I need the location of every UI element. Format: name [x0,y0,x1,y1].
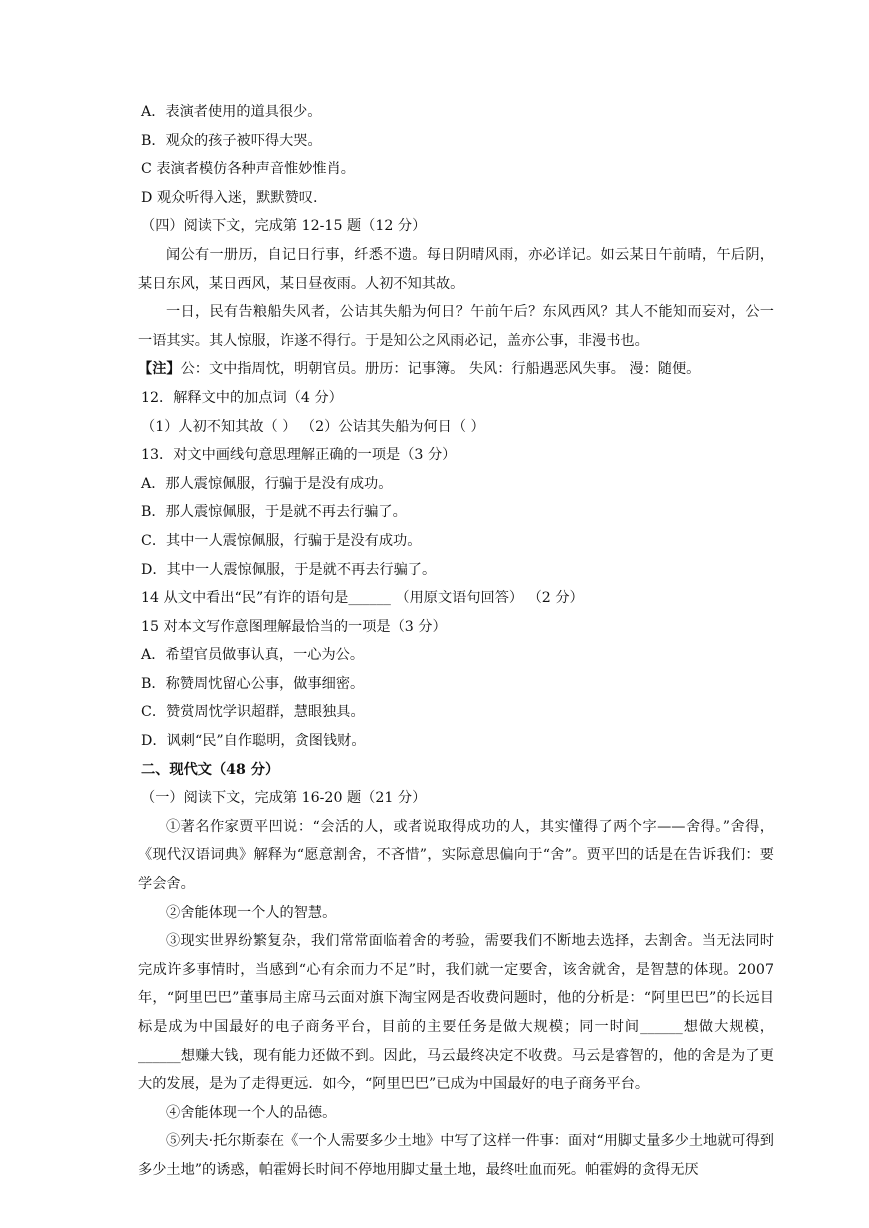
question-13: 13．对文中画线句意思理解正确的一项是（3 分） [141,447,457,464]
option-d-line: D 观众听得入迷，默默赞叹. [141,189,318,206]
section-two-heading: 二、现代文（48 分） [141,761,280,778]
question-15: 15 对本文写作意图理解最恰当的一项是（3 分） [141,618,447,635]
option-c-line: C 表演者模仿各种声音惟妙惟肖。 [141,161,355,178]
q15-option-d: D．讽刺“民”自作聪明，贪图钱财。 [141,733,366,750]
q13-option-a: A．那人震惊佩服，行骗于是没有成功。 [141,475,393,492]
question-12: 12．解释文中的加点词（4 分） [141,389,343,406]
section-four-heading: （四）阅读下文，完成第 12-15 题（12 分） [141,218,427,235]
modern-passage-p2: ②舍能体现一个人的智慧。 [166,904,337,921]
q15-option-c: C．赞赏周忱学识超群，慧眼独具。 [141,704,365,721]
question-12-items: （1）人初不知其故（ ） （2）公诘其失船为何日（ ） [141,418,485,435]
note-text: 公：文中指周忱，明朝官员。册历：记事簿。 失风：行船遇恶风失事。 漫：随便。 [180,361,701,378]
q15-option-b: B．称赞周忱留心公事，做事细密。 [141,675,365,692]
classical-passage-p1: 闻公有一册历，自记日行事，纤悉不遗。每日阴晴风雨，亦必详记。如云某日午前晴，午后阴，某日东风，某日西风，某日昼夜雨。人初不知其故。 [138,246,774,292]
document-page [138,98,774,1185]
q13-option-c: C．其中一人震惊佩服，行骗于是没有成功。 [141,532,422,549]
q13-option-d: D．其中一人震惊佩服，于是就不再去行骗了。 [141,561,437,578]
option-a-line: A．表演者使用的道具很少。 [141,104,322,120]
classical-passage-p2: 一日，民有告粮船失风者，公诘其失船为何日？午前午后？东风西风？其人不能知而妄对，公一一语其实。其人惊服，诈遂不得行。于是知公之风雨必记，盖亦公事，非漫书也。 [138,304,774,349]
option-b-line: B．观众的孩子被吓得大哭。 [141,132,322,149]
modern-passage-p3: ③现实世界纷繁复杂，我们常常面临着舍的考验，需要我们不断地去选择，去割舍。当无法同时完成许多事情时，当感到“心有余而力不足”时，我们就一定要舍，该舍就舍，是智慧的体现。2007 年，“阿里巴巴”董事局主席马云面对旗下淘宝网是否收费问题时，他的分析是：“阿里巴巴”的长远目标是成为中国最好的电子商务平台，目前的主要任务是做大规模；同一时间______想做大规模，______想赚大钱，现有能力还做不到。因此，马云最终决定不收费。马云是睿智的，他的舍是为了更大的发展，是为了走得更远．如今，“阿里巴巴”已成为中国最好的电子商务平台。 [138,933,774,1093]
q15-option-a: A．希望官员做事认真，一心为公。 [141,647,365,664]
note-tag: 【注】 [138,361,181,378]
question-14: 14 从文中看出“民”有诈的语句是______ （用原文语句回答） （2 分） [141,590,584,607]
section-two-sub-heading: （一）阅读下文，完成第 16-20 题（21 分） [141,790,427,807]
annotation-note [138,355,774,384]
modern-passage-p4: ④舍能体现一个人的品德。 [166,1104,337,1121]
modern-passage-p5: ⑤列夫·托尔斯泰在《一个人需要多少土地》中写了这样一件事：面对“用脚丈量多少土地就可得到多少土地”的诱惑，帕霍姆长时间不停地用脚丈量土地，最终吐血而死。帕霍姆的贪得无厌 [138,1133,774,1178]
modern-passage-p1: ①著名作家贾平凹说：“会活的人，或者说取得成功的人，其实懂得了两个字——舍得。”舍得，《现代汉语词典》解释为“愿意割舍，不吝惜”，实际意思偏向于“舍”。贾平凹的话是在告诉我们：要学会舍。 [138,818,774,893]
q13-option-b: B．那人震惊佩服，于是就不再去行骗了。 [141,504,407,521]
